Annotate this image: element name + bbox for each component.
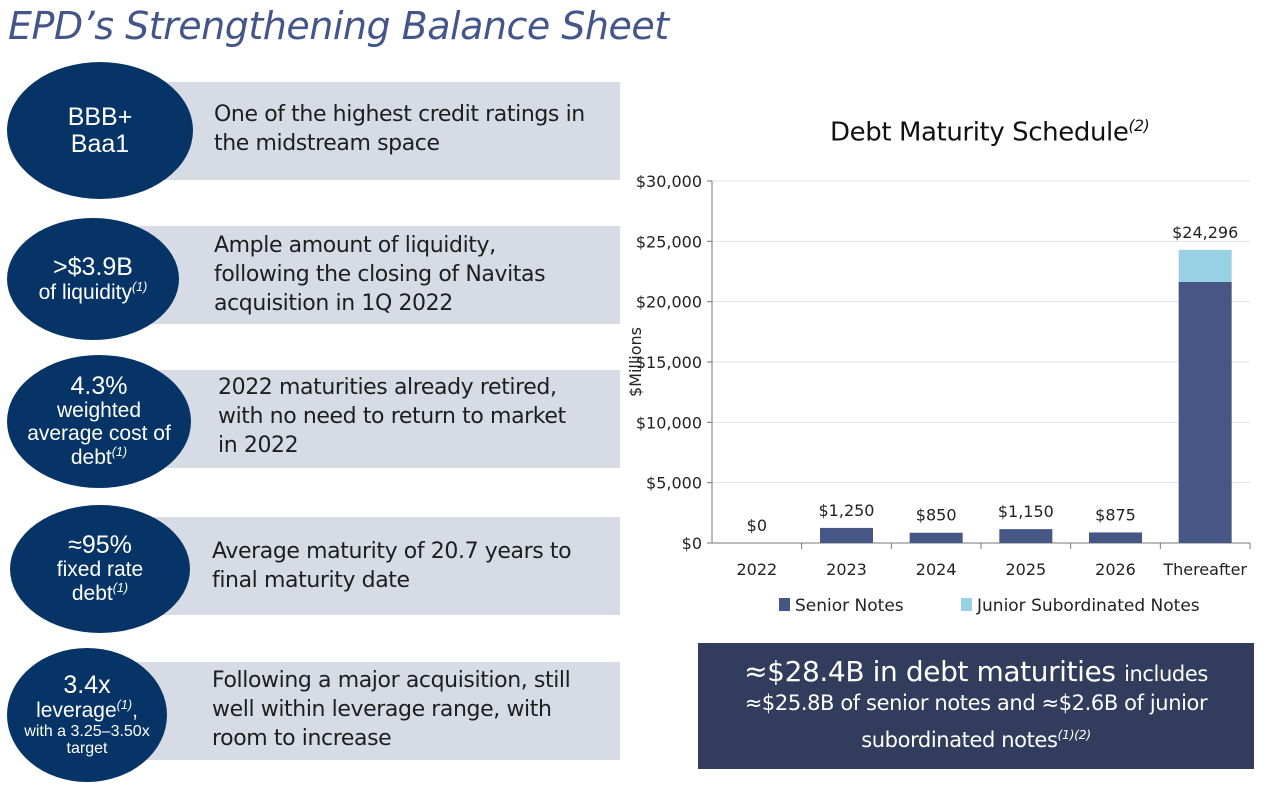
debt-summary-callout [698,643,1254,769]
highlight-oval [7,218,179,340]
highlight-row-fixed-rate [0,505,620,640]
bar-segment [1179,250,1232,282]
data-label: $875 [1095,505,1136,525]
oval-text: target [66,740,108,758]
legend-label: Senior Notes [795,596,904,616]
x-tick-label: 2022 [736,560,778,579]
bar-segment [1179,282,1232,543]
data-label: $1,250 [818,500,875,520]
y-tick-label: $5,000 [646,473,702,493]
bar-segment [1089,532,1142,543]
oval-text: of liquidity$^{(1)}$ [38,279,148,304]
legend-label: Junior Subordinated Notes [977,596,1200,616]
highlight-oval [7,355,191,488]
callout-headline: ≈$28.4B in debt maturities includes [744,655,1208,688]
oval-text: >$3.9B [53,252,133,281]
chart-title: Debt Maturity Schedule$^{(2)}$ [830,117,1150,148]
y-tick-label: $15,000 [635,353,702,372]
oval-text: 3.4x [63,671,111,700]
highlight-description: One of the highest credit ratings in the midstream space [214,102,585,156]
legend-swatch [961,598,972,611]
highlight-description: Following a major acquisition, still well within leverage range, with room to increase [212,668,571,751]
oval-text: 4.3% [70,372,128,401]
oval-text: leverage$^{(1)}$, [36,698,138,723]
data-label: $850 [915,505,957,525]
x-tick-label: 2026 [1095,560,1136,579]
y-tick-label: $0 [681,534,702,553]
oval-text: debt$^{(1)}$ [71,581,129,605]
oval-text: Baa1 [70,129,130,158]
y-tick-label: $25,000 [635,232,702,252]
bar-segment [910,533,963,543]
oval-text: with a 3.25–3.50x [24,723,150,741]
oval-text: fixed rate [56,558,144,582]
highlight-description: Ample amount of liquidity, following the closing of Navitas acquisition in 1Q 2022 [214,233,546,316]
callout-line: ≈$25.8B of senior notes and ≈$2.6B of junior [744,691,1208,715]
highlight-row-cost-of-debt [0,355,620,490]
y-axis-label: $Millions [626,326,645,398]
highlight-row-credit-rating [0,62,620,202]
page-title: EPD’s Strengthening Balance Sheet [8,4,669,48]
bar-segment [999,529,1052,543]
highlight-oval [10,505,190,633]
x-tick-label: 2024 [915,560,957,579]
bar-segment [820,528,873,543]
highlight-description: 2022 maturities already retired, with no need to return to market in 2022 [218,375,566,458]
highlight-row-liquidity [0,210,620,340]
highlight-description: Average maturity of 20.7 years to final maturity date [212,539,572,593]
legend-swatch [779,598,790,611]
data-label: $1,150 [997,502,1054,522]
y-tick-label: $20,000 [635,292,702,312]
highlight-oval [7,62,193,199]
x-tick-label: 2025 [1005,560,1047,579]
data-label: $0 [746,516,768,535]
oval-text: ≈95% [68,531,132,560]
x-tick-label: 2023 [826,560,867,579]
highlight-row-leverage [0,648,620,788]
oval-text: average cost of [27,422,171,446]
oval-text: debt$^{(1)}$ [70,444,128,469]
oval-text: weighted [56,399,142,423]
highlight-oval [7,648,167,782]
y-tick-label: $30,000 [635,172,702,191]
callout-line: subordinated notes$^{(1)(2)}$ [861,727,1091,752]
y-tick-label: $10,000 [635,413,702,433]
x-tick-label: Thereafter [1163,560,1248,579]
oval-text: BBB+ [67,102,133,131]
debt-maturity-chart [620,160,1280,630]
data-label: $24,296 [1172,222,1239,242]
